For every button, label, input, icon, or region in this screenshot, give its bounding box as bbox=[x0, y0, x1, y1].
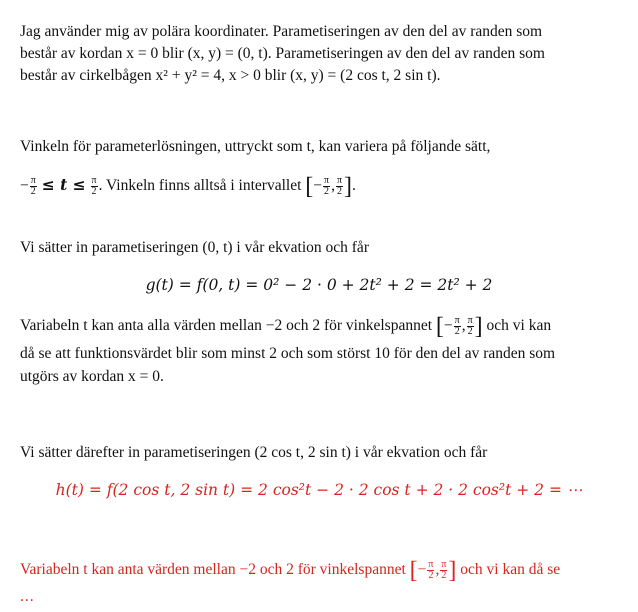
paragraph-3-line-4: utgörs av kordan x = 0. bbox=[20, 368, 164, 385]
interval-comma: , bbox=[331, 177, 335, 194]
left-bracket-3: [ bbox=[435, 313, 444, 340]
interval-fraction-1: $\frac{\pi}{2}$ bbox=[324, 174, 330, 197]
angle-fraction-4b: $\frac{\pi}{2}$ bbox=[441, 559, 447, 581]
angle-fraction-4a: $\frac{\pi}{2}$ bbox=[428, 559, 434, 581]
angle-fraction-3b: $\frac{\pi}{2}$ bbox=[467, 315, 473, 337]
paragraph-4-line-1: Vi sätter därefter in parametiseringen (2 cos t, 2 sin t) i vår ekvation och får bbox=[20, 444, 488, 461]
paragraph-1-line-2: består av kordan x = 0 blir (x, y) = (0, t). Parametiseringen av den del av randen som bbox=[20, 45, 545, 62]
equation-h: h(t) = f(2 cos t, 2 sin t) = 2 cos²t − 2 · 2 cos t + 2 · 2 cos²t + 2 = ⋯ bbox=[55, 481, 583, 499]
right-bracket-3: ] bbox=[474, 313, 483, 340]
interval-fraction-2: $\frac{\pi}{2}$ bbox=[336, 174, 343, 197]
pi-over-two-fraction-2: $\frac{\pi}{2}$ bbox=[91, 174, 97, 197]
paragraph-4-line-2: Variabeln t kan anta värden mellan −2 och 2 för vinkelspannet [− $\frac{\pi}{2}$ , $\frac{\pi}{2}$ ] och vi kan då se bbox=[20, 557, 561, 584]
pi-over-two-fraction: $\frac{\pi}{2}$ bbox=[30, 174, 36, 197]
angle-fraction-3a: $\frac{\pi}{2}$ bbox=[454, 315, 460, 337]
variable-text-4-end: och vi kan då se bbox=[460, 561, 561, 579]
left-bracket: [ bbox=[305, 173, 314, 200]
right-bracket: ] bbox=[344, 173, 353, 200]
inequality-middle: ≤ t ≤ bbox=[41, 175, 86, 194]
variable-text-4: Variabeln t kan anta värden mellan −2 och 2 för vinkelspannet bbox=[20, 561, 406, 579]
paragraph-2-inequality-line: − $\frac{\pi}{2}$ ≤ t ≤ $\frac{\pi}{2}$ . Vinkeln finns alltså i intervallet [− $\frac{\pi}{2}$ , $\frac{\pi}{2}$ ]. bbox=[20, 173, 356, 200]
right-bracket-4: ] bbox=[448, 557, 457, 584]
paragraph-1-line-3: består av cirkelbågen x² + y² = 4, x > 0 blir (x, y) = (2 cos t, 2 sin t). bbox=[20, 67, 441, 84]
variable-text-3: Variabeln t kan anta alla värden mellan −2 och 2 för vinkelspannet bbox=[20, 317, 433, 335]
paragraph-2-line-1: Vinkeln för parameterlösningen, uttryckt som t, kan variera på följande sätt, bbox=[20, 138, 491, 155]
paragraph-3-line-2: Variabeln t kan anta alla värden mellan −2 och 2 för vinkelspannet [− $\frac{\pi}{2}$ , $\frac{\pi}{2}$ ] och vi kan bbox=[20, 313, 552, 340]
minus-sign: − bbox=[20, 177, 29, 194]
variable-text-3-end: och vi kan bbox=[486, 317, 552, 335]
left-bracket-4: [ bbox=[409, 557, 418, 584]
paragraph-3-line-1: Vi sätter in parametiseringen (0, t) i vår ekvation och får bbox=[20, 239, 369, 256]
interval-minus: − bbox=[313, 177, 323, 194]
equation-g: g(t) = f(0, t) = 0² − 2 · 0 + 2t² + 2 = 2t² + 2 bbox=[145, 276, 493, 294]
paragraph-3-line-3: då se att funktionsvärdet blir som minst 2 och som störst 10 för den del av randen som bbox=[20, 345, 556, 362]
interval-sentence: . Vinkeln finns alltså i intervallet bbox=[98, 177, 302, 194]
ellipsis-line: ... bbox=[20, 588, 35, 605]
paragraph-1-line-1: Jag använder mig av polära koordinater. Parametiseringen av den del av randen som bbox=[20, 23, 543, 40]
